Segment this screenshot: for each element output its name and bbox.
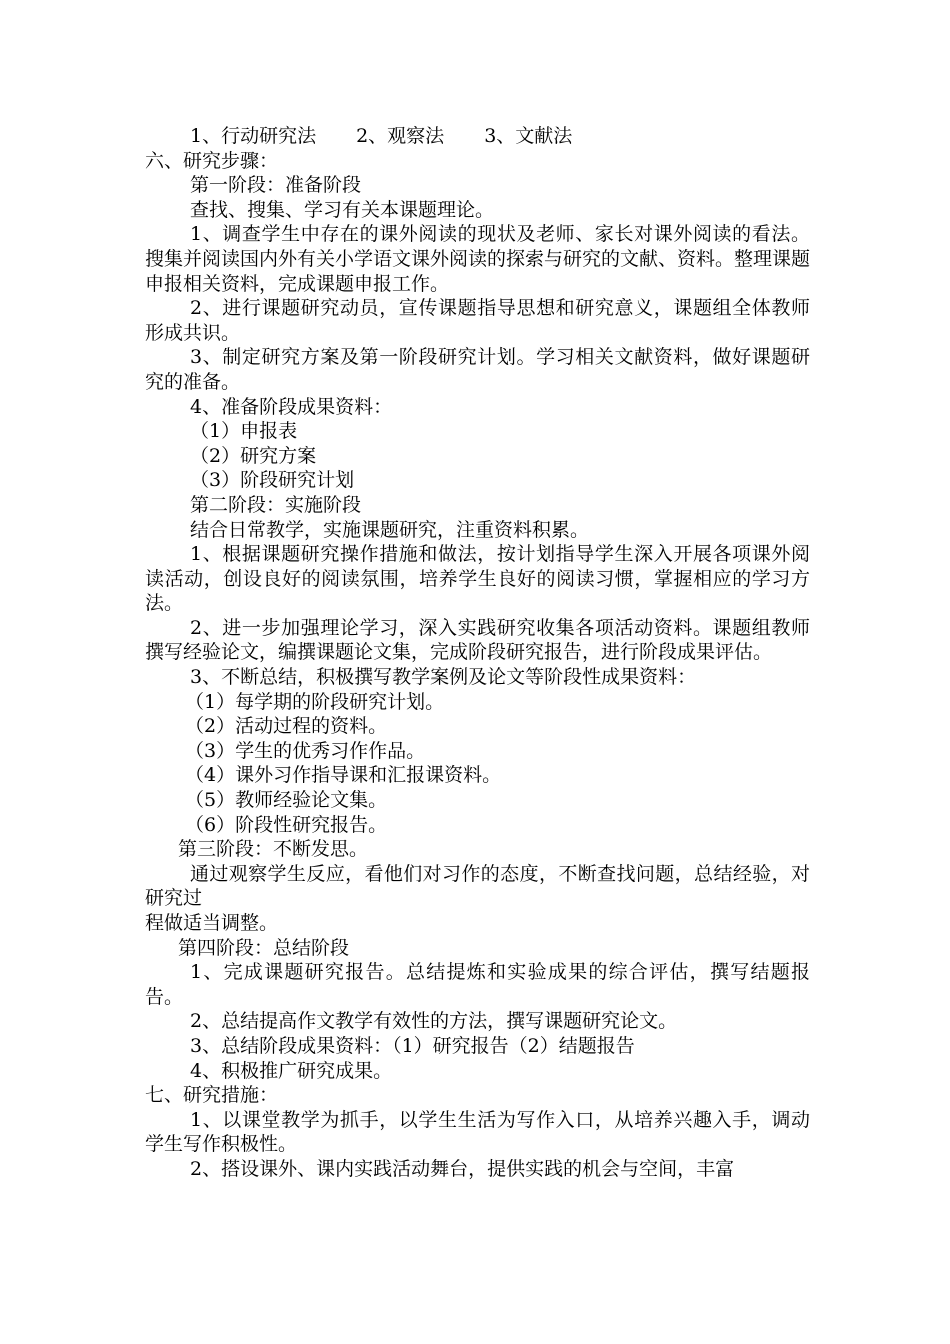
method-item: 3、文献法 bbox=[484, 125, 573, 147]
method-item: 1、行动研究法 bbox=[190, 125, 317, 147]
stage-2-item: 2、进一步加强理论学习，深入实践研究收集各项活动资料。课题组教师撰写经验论文，编撰课题论文集，完成阶段研究报告，进行阶段成果评估。 bbox=[145, 616, 810, 664]
document-body bbox=[145, 124, 810, 1182]
stage-2-subitem: （6）阶段性研究报告。 bbox=[185, 813, 388, 836]
section-7-item: 2、搭设课外、课内实践活动舞台，提供实践的机会与空间，丰富 bbox=[190, 1157, 735, 1180]
section-6-heading: 六、研究步骤： bbox=[145, 149, 279, 172]
stage-4-item: 4、积极推广研究成果。 bbox=[190, 1059, 393, 1082]
stage-2-intro: 结合日常教学，实施课题研究，注重资料积累。 bbox=[190, 518, 590, 541]
stage-2-subitem: （3）学生的优秀习作作品。 bbox=[185, 739, 426, 762]
stage-2-subitem: （2）活动过程的资料。 bbox=[185, 715, 388, 738]
stage-1-intro: 查找、搜集、学习有关本课题理论。 bbox=[190, 198, 495, 221]
stage-1-subitem: （3）阶段研究计划 bbox=[190, 469, 355, 492]
stage-1-item: 3、制定研究方案及第一阶段研究计划。学习相关文献资料，做好课题研究的准备。 bbox=[145, 346, 810, 393]
stage-4-item: 3、总结阶段成果资料：（1）研究报告（2）结题报告 bbox=[190, 1034, 635, 1057]
stage-1-subitem: （2）研究方案 bbox=[190, 444, 317, 467]
stage-3-text-continued: 程做适当调整。 bbox=[145, 912, 279, 934]
section-7-heading: 七、研究措施： bbox=[145, 1084, 279, 1107]
section-7-item: 1、以课堂教学为抓手，以学生生活为写作入口，从培养兴趣入手，调动学生写作积极性。 bbox=[145, 1108, 810, 1156]
stage-1-item: 4、准备阶段成果资料： bbox=[190, 395, 393, 418]
stage-1-subitem: （1）申报表 bbox=[190, 420, 298, 443]
stage-2-subitem: （1）每学期的阶段研究计划。 bbox=[185, 690, 445, 713]
stage-1-item: 1、调查学生中存在的课外阅读的现状及老师、家长对课外阅读的看法。搜集并阅读国内外有关小学语文课外阅读的探索与研究的文献、资料。整理课题申报相关资料，完成课题申报工作。 bbox=[145, 223, 811, 295]
stage-4-item: 2、总结提高作文教学有效性的方法，撰写课题研究论文。 bbox=[190, 1010, 678, 1033]
stage-1-item: 2、进行课题研究动员，宣传课题指导思想和研究意义，课题组全体教师形成共识。 bbox=[145, 297, 810, 344]
stage-4-item: 1、完成课题研究报告。总结提炼和实验成果的综合评估，撰写结题报告。 bbox=[145, 961, 810, 1008]
stage-2-item: 3、不断总结，积极撰写教学案例及论文等阶段性成果资料： bbox=[190, 666, 697, 689]
stage-2-item: 1、根据课题研究操作措施和做法，按计划指导学生深入开展各项课外阅读活动，创设良好的阅读氛围，培养学生良好的阅读习惯，掌握相应的学习方法。 bbox=[145, 543, 810, 615]
stage-2-heading: 第二阶段：实施阶段 bbox=[190, 493, 362, 516]
stage-3-text: 通过观察学生反应，看他们对习作的态度，不断查找问题，总结经验，对研究过 bbox=[145, 862, 810, 910]
research-methods-line bbox=[145, 124, 810, 149]
stage-2-subitem: （4）课外习作指导课和汇报课资料。 bbox=[185, 764, 502, 787]
stage-3-heading: 第三阶段：不断发思。 bbox=[178, 838, 369, 861]
method-item: 2、观察法 bbox=[356, 125, 445, 147]
stage-4-heading: 第四阶段：总结阶段 bbox=[178, 936, 350, 959]
stage-1-heading: 第一阶段：准备阶段 bbox=[190, 174, 362, 197]
stage-2-subitem: （5）教师经验论文集。 bbox=[185, 789, 388, 812]
